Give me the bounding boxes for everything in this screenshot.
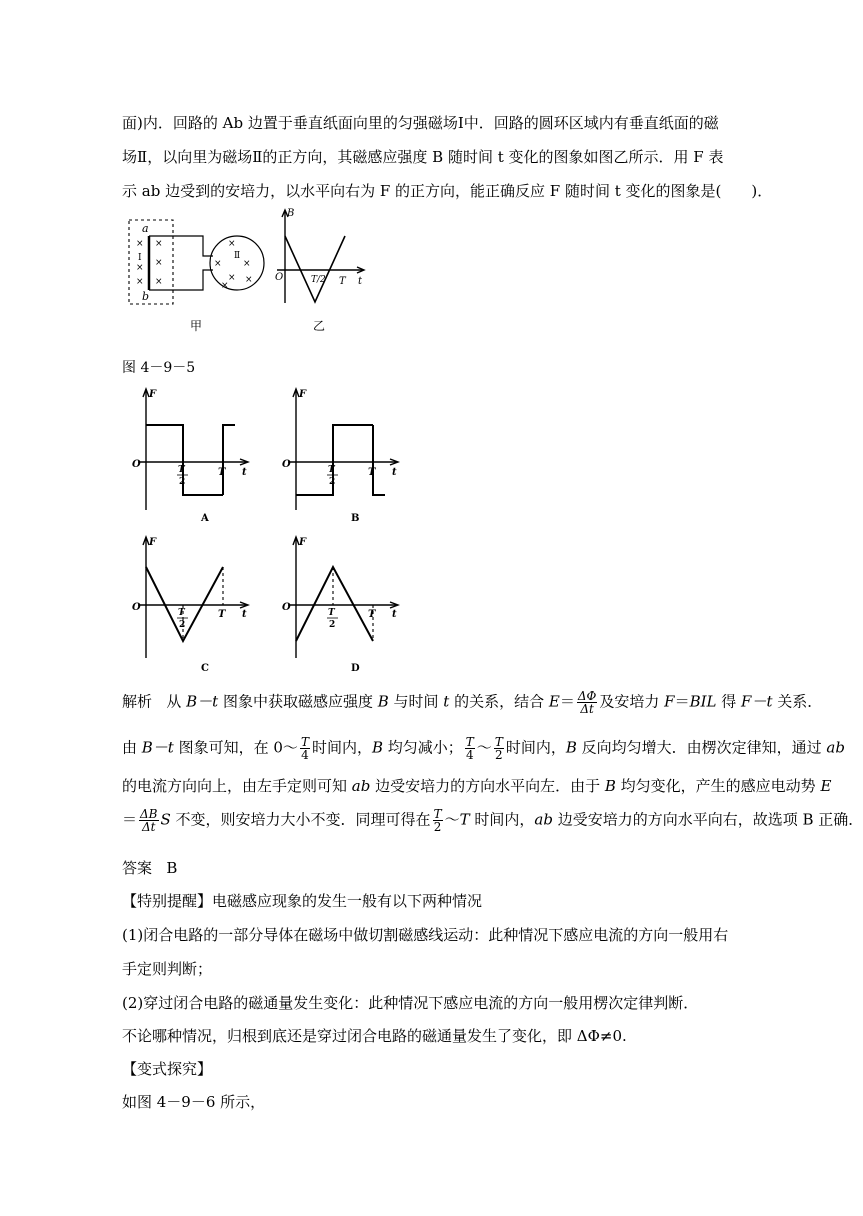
graph-B-t <box>275 208 364 303</box>
svg-text:×: × <box>228 239 236 249</box>
svg-text:F: F <box>299 537 307 548</box>
svg-text:T: T <box>368 467 376 478</box>
caption-jia: 甲 <box>190 319 203 333</box>
option-b-label: B <box>351 513 360 524</box>
svg-text:×: × <box>136 277 144 287</box>
caption-yi: 乙 <box>313 319 326 333</box>
answer-line <box>122 857 177 878</box>
svg-text:T: T <box>328 465 335 475</box>
figure-main <box>125 208 385 338</box>
svg-text:×: × <box>136 263 144 273</box>
svg-text:t: t <box>242 609 247 620</box>
figure-caption: 图 4－9－5 <box>122 360 196 376</box>
svg-text:O: O <box>282 602 291 613</box>
problem-line-2: 场Ⅱ，以向里为磁场Ⅱ的正方向，其磁感应强度 B 随时间 t 变化的图象如图乙所示．用 F 表 <box>122 148 724 166</box>
svg-text:2: 2 <box>179 620 186 630</box>
solution-line-4: ＝ $\frac{\Delta B}{\Delta t}$ S 不变，则安培力大小不变．同理可得在 $\frac{T}{2}$ ～T 时间内，ab 边受安培力的方向水平向右，故选项 B 正确． <box>122 807 863 834</box>
tip-item-2: (2)穿过闭合电路的磁通量发生变化：此种情况下感应电流的方向一般用楞次定律判断． <box>122 994 699 1012</box>
svg-text:t: t <box>242 467 247 478</box>
svg-text:T: T <box>218 609 226 620</box>
svg-text:2: 2 <box>179 477 186 487</box>
option-d-label: D <box>351 663 360 674</box>
option-a-graph <box>132 389 248 524</box>
tip-summary: 不论哪种情况，归根到底还是穿过闭合电路的磁通量发生了变化，即 ΔΦ≠0. <box>122 1027 627 1045</box>
solution-line-1: 解析 从 B－t 图象中获取磁感应强度 B 与时间 t 的关系，结合 E＝ $\frac{\Delta\Phi}{\Delta t}$ 及安培力 F＝BIL 得 F－t 关系． <box>122 689 823 716</box>
svg-text:O: O <box>132 459 141 470</box>
svg-text:×: × <box>155 239 163 249</box>
svg-text:2: 2 <box>329 620 336 630</box>
label-a: a <box>142 222 149 235</box>
svg-text:T: T <box>178 465 185 475</box>
problem-line-1: 面)内．回路的 Ab 边置于垂直纸面向里的匀强磁场Ⅰ中．回路的圆环区域内有垂直纸面的磁 <box>122 114 719 132</box>
svg-text:2: 2 <box>329 477 336 487</box>
svg-text:×: × <box>243 259 251 269</box>
tip-title: 【特别提醒】电磁感应现象的发生一般有以下两种情况 <box>122 892 483 910</box>
option-graphs <box>132 385 418 685</box>
label-I: Ⅰ <box>138 253 142 263</box>
option-d-graph <box>282 537 398 674</box>
svg-text:F: F <box>149 389 157 400</box>
svg-text:t: t <box>358 276 363 287</box>
field-region-I <box>129 220 173 304</box>
svg-text:t: t <box>392 609 397 620</box>
label-b: b <box>142 290 150 303</box>
solution-line-3: 的电流方向向上，由左手定则可知 ab 边受安培力的方向水平向左．由于 B 均匀变化，产生的感应电动势 E <box>122 777 832 795</box>
variant-title: 【变式探究】 <box>122 1060 213 1078</box>
svg-text:T: T <box>339 276 346 287</box>
svg-text:×: × <box>136 239 144 249</box>
svg-text:×: × <box>155 277 163 287</box>
svg-text:F: F <box>149 537 157 548</box>
option-c-label: C <box>201 663 209 674</box>
svg-text:B: B <box>287 208 295 219</box>
svg-text:×: × <box>245 275 253 285</box>
answer-label: 答案 <box>122 859 153 877</box>
svg-text:T: T <box>368 609 376 620</box>
option-b-graph <box>282 389 398 524</box>
option-a-label: A <box>201 513 209 524</box>
answer-value: B <box>166 859 178 877</box>
svg-text:×: × <box>221 281 229 291</box>
svg-text:T: T <box>218 467 226 478</box>
svg-text:O: O <box>282 459 291 470</box>
label-II: Ⅱ <box>234 251 241 261</box>
svg-text:×: × <box>155 258 163 268</box>
svg-text:O: O <box>132 602 141 613</box>
svg-text:T/2: T/2 <box>311 275 326 285</box>
svg-text:×: × <box>228 273 236 283</box>
tip-item-1a: (1)闭合电路的一部分导体在磁场中做切割磁感线运动：此种情况下感应电流的方向一般用右 <box>122 926 729 944</box>
svg-text:F: F <box>299 389 307 400</box>
svg-text:×: × <box>214 259 222 269</box>
svg-text:t: t <box>392 467 397 478</box>
solution-label: 解析 <box>122 692 153 711</box>
option-c-graph <box>132 537 248 674</box>
svg-text:T: T <box>328 608 335 618</box>
problem-line-3: 示 ab 边受到的安培力，以水平向右为 F 的正方向，能正确反应 F 随时间 t 变化的图象是( )． <box>122 182 773 200</box>
variant-text: 如图 4－9－6 所示， <box>122 1093 266 1111</box>
solution-line-2: 由 B－t 图象可知，在 0～ $\frac{T}{4}$ 时间内，B 均匀减小； $\frac{T}{4}$ ～ $\frac{T}{2}$ 时间内，B 反向均匀增大．由楞次定律知，通过 ab <box>122 735 845 762</box>
svg-text:O: O <box>275 272 284 283</box>
svg-text:T: T <box>178 608 185 618</box>
tip-item-1b: 手定则判断； <box>122 960 213 978</box>
